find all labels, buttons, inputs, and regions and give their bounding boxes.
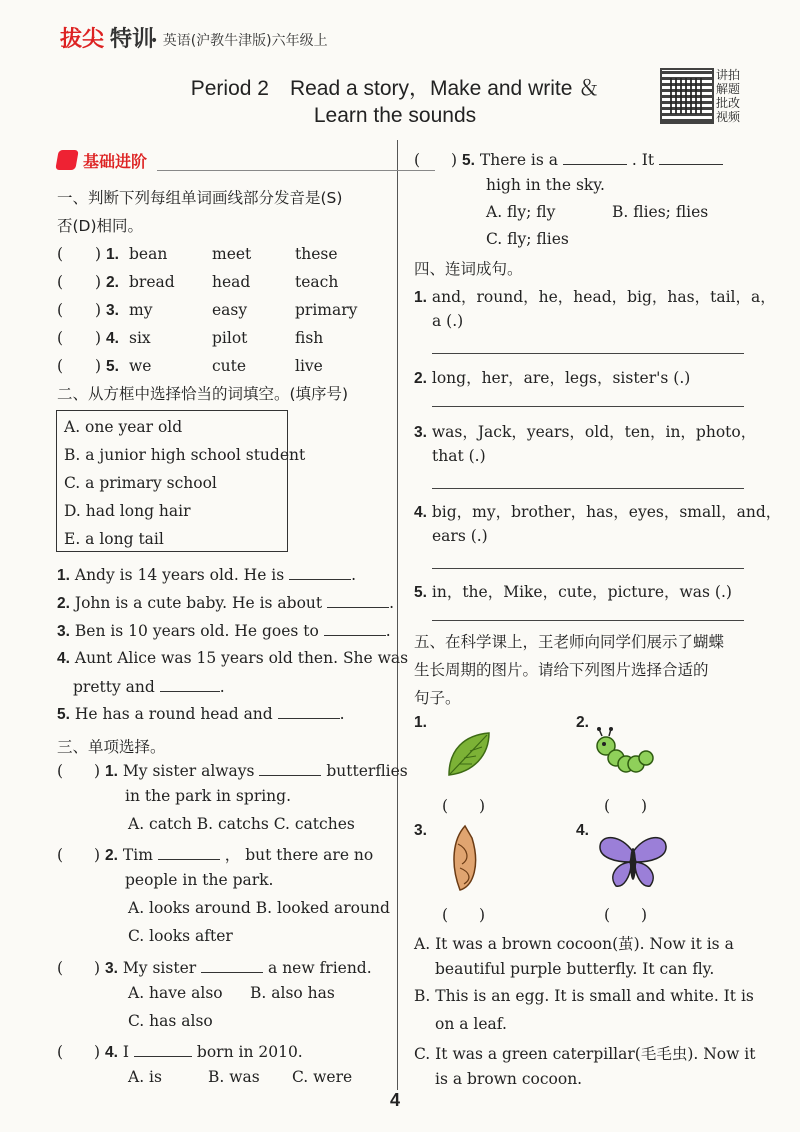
word-2: cute [212,357,247,375]
answer-paren[interactable]: ( ) [57,846,101,864]
part3-q3 [57,956,372,978]
pic4-answer-paren[interactable]: ( ) [604,906,648,924]
question-number: 4. [106,330,119,347]
q3-options-1b: B. also has [250,984,335,1002]
qr-code-icon[interactable] [660,68,714,124]
part1-cell [129,273,175,291]
question-text: He has a round head and [74,705,273,723]
question-end: . [389,594,394,612]
answer-paren[interactable]: ( ) [57,1043,101,1061]
sentence-line-1: This is an egg. It is small and white. It is [435,987,754,1005]
part2-question [57,704,345,724]
word-list: big，my，brother，has，eyes，small，and， [431,503,782,521]
page-title-line1: Period 2 Read a story，Make and write ＆ [190,77,600,100]
question-text: John is a cute baby. He is about [74,594,323,612]
word-2: head [212,273,251,291]
part3-q2 [57,843,373,865]
answer-paren[interactable]: ( [57,245,64,263]
sentence-option [414,987,754,1005]
blank[interactable] [289,565,351,580]
word-2: pilot [212,329,248,347]
part1-cell [212,273,250,291]
blank[interactable] [327,593,389,608]
part1-cell [295,273,338,291]
part2-question [57,565,356,585]
q2-text-c: people in the park. [125,871,274,889]
question-number: 2. [57,595,70,612]
part4-item [414,420,756,442]
word-3: fish [295,329,324,347]
pic-label-2: 2. [576,714,589,731]
question-text-2: pretty and [73,678,155,696]
q4-option-c: C. were [292,1068,353,1086]
part1-cell [129,245,167,263]
q2-options-2: C. looks after [128,927,233,945]
q5-text-b: . It [631,151,655,169]
question-end: . [351,566,357,584]
part1-cell [95,329,119,348]
answer-paren-close: ) [95,329,102,347]
q5-text-c: high in the sky. [486,176,605,194]
part4-item [414,500,781,522]
question-number: 5. [106,358,119,375]
q5-text-a: There is a [479,151,559,169]
blank[interactable] [160,677,220,692]
blank[interactable] [158,845,220,860]
option-item: B. a junior high school student [64,446,306,464]
part2-question [57,649,408,668]
option-letter: A. [414,935,431,953]
answer-paren[interactable]: ( [57,301,64,319]
pic-label-4: 4. [576,822,589,839]
part1-cell [295,301,357,319]
answer-paren[interactable]: ( ) [414,151,458,169]
question-end: . [385,622,391,640]
word-list: long，her，are，legs，sister's (.) [431,369,691,387]
section-badge-label: 基础进阶 [83,152,148,171]
q2-text-b: ， but there are no [224,846,374,864]
blank[interactable] [324,621,386,636]
answer-paren-close: ) [95,357,102,375]
page-number: 4 [390,1090,401,1110]
word-3: live [295,357,323,375]
question-number: 4. [105,1044,118,1061]
blank[interactable] [259,761,321,776]
q2-options-1: A. looks around B. looked around [128,899,390,917]
question-text: Aunt Alice was 15 years old then. She was [74,649,409,667]
part3-heading: 三、单项选择。 [57,738,166,756]
answer-paren[interactable]: ( [57,329,64,347]
answer-paren[interactable]: ( ) [57,762,101,780]
question-number: 3. [106,302,119,319]
question-number: 2. [414,370,427,387]
answer-line[interactable] [432,353,744,354]
question-number: 5. [57,706,70,723]
lightning-icon [55,150,79,170]
pic2-answer-paren[interactable]: ( ) [604,797,648,815]
word-3: these [295,245,338,263]
question-number: 1. [414,289,427,306]
answer-paren-close: ) [95,245,102,263]
column-divider [397,140,398,1090]
pic-label-1: 1. [414,714,427,731]
section-badge [57,148,377,174]
pic1-answer-paren[interactable]: ( ) [442,797,486,815]
option-letter: C. [414,1045,431,1063]
q2-text-a: Tim [122,846,153,864]
question-number: 1. [57,567,70,584]
answer-line[interactable] [432,568,744,569]
sentence-line-1: It was a green caterpillar(毛毛虫). Now it [435,1045,756,1063]
page-title-line2: Learn the sounds [313,104,477,127]
blank[interactable] [201,958,263,973]
answer-paren[interactable]: ( ) [57,959,101,977]
word-list-cont: a (.) [432,312,464,330]
part1-cell [212,301,247,319]
q4-option-b: B. was [208,1068,260,1086]
part1-cell [57,301,63,319]
part1-cell [129,301,152,319]
part5-heading-2: 生长周期的图片。请给下列图片选择合适的 [414,661,709,679]
option-item: C. a primary school [64,474,217,492]
question-end: . [219,678,225,696]
word-1: we [129,357,152,375]
part1-cell [212,357,246,375]
blank[interactable] [659,150,723,165]
q5-options-2: C. fly; flies [486,230,569,248]
part1-cell [95,357,119,376]
part1-cell [95,245,119,264]
question-number: 4. [414,504,427,521]
part4-item [414,580,732,602]
question-number: 3. [57,623,70,640]
part1-cell [129,329,151,347]
part1-cell [57,329,63,347]
question-number: 1. [106,246,119,263]
word-1: six [129,329,151,347]
q3-options-1a: A. have also [128,984,223,1002]
book-info: • 英语(沪教牛津版)六年级上 [150,33,328,49]
answer-line[interactable] [432,488,744,489]
answer-paren[interactable]: ( [57,273,64,291]
part1-cell [295,357,323,375]
q4-text-b: born in 2010. [196,1043,303,1061]
answer-line[interactable] [432,620,744,621]
blank[interactable] [563,150,627,165]
q5-options-1b: B. flies; flies [612,203,709,221]
part1-cell [57,357,63,375]
answer-line[interactable] [432,406,744,407]
part3-q1 [57,759,408,781]
answer-paren-close: ) [95,273,102,291]
sentence-line-2: beautiful purple butterfly. It can fly. [435,960,715,978]
brand-black: 特训 [110,27,155,52]
badge-underline [157,170,435,171]
word-list: in，the，Mike，cute，picture，was (.) [431,583,732,601]
q1-text-c: in the park in spring. [125,787,292,805]
part2-heading: 二、从方框中选择恰当的词填空。(填序号) [57,385,349,403]
part5-heading-3: 句子。 [414,689,461,707]
answer-paren[interactable]: ( [57,357,64,375]
word-3: primary [295,301,358,319]
part2-question [57,621,391,641]
part3-q5 [414,148,723,170]
option-item: D. had long hair [64,502,191,520]
word-2: easy [212,301,248,319]
part2-question [57,593,394,613]
word-list-cont: ears (.) [432,527,488,545]
sentence-line-1: It was a brown cocoon(茧). Now it is a [435,935,734,953]
brand-red: 拔尖 [60,27,105,52]
q4-option-a: A. is [128,1068,162,1086]
q1-text-a: My sister always [122,762,255,780]
pic3-answer-paren[interactable]: ( ) [442,906,486,924]
part1-cell [212,245,251,263]
question-number: 2. [105,847,118,864]
q1-text-b: butterflies [326,762,408,780]
word-list: and，round，he，head，big，has，tail，a， [431,288,776,306]
leaf-egg-icon [444,730,494,780]
option-item: E. a long tail [64,530,164,548]
sentence-line-2: is a brown cocoon. [435,1070,583,1088]
part4-item [414,285,776,307]
question-text: Ben is 10 years old. He goes to [74,622,319,640]
option-letter: B. [414,987,431,1005]
part1-cell [95,273,119,292]
blank[interactable] [134,1042,192,1057]
q3-text-b: a new friend. [268,959,372,977]
part4-item [414,366,690,388]
sentence-option [414,932,734,954]
answer-paren-close: ) [95,301,102,319]
sentence-option [414,1042,756,1064]
part1-cell [95,301,119,320]
question-number: 4. [57,650,70,667]
sentence-line-2: on a leaf. [435,1015,507,1033]
qr-caption: 讲拍解题批改视频 [716,68,741,124]
part2-question-cont [73,677,225,696]
word-1: bread [129,273,175,291]
word-1: my [129,301,153,319]
q5-options-1a: A. fly; fly [486,203,556,221]
question-number: 5. [462,152,475,169]
pic-label-3: 3. [414,822,427,839]
part1-heading-2: 否(D)相同。 [57,217,144,235]
q3-text-a: My sister [122,959,197,977]
part1-cell [212,329,247,347]
question-end: . [339,705,345,723]
part1-cell [295,329,323,347]
part4-heading: 四、连词成句。 [414,260,523,278]
word-2: meet [212,245,252,263]
question-number: 5. [414,584,427,601]
question-number: 3. [414,424,427,441]
part1-heading-1: 一、判断下列每组单词画线部分发音是(S) [57,189,343,207]
part5-heading-1: 五、在科学课上，王老师向同学们展示了蝴蝶 [414,633,725,651]
question-text: Andy is 14 years old. He is [74,566,285,584]
question-number: 2. [106,274,119,291]
cocoon-icon [448,824,482,894]
word-3: teach [295,273,339,291]
caterpillar-icon [596,726,656,784]
part1-cell [295,245,338,263]
q3-options-2: C. has also [128,1012,213,1030]
question-number: 3. [105,960,118,977]
blank[interactable] [278,704,340,719]
butterfly-icon [596,832,670,892]
q1-options: A. catch B. catchs C. catches [128,815,355,833]
part1-cell [129,357,151,375]
word-list: was，Jack，years，old，ten，in，photo， [431,423,757,441]
part3-q4 [57,1040,303,1062]
option-item: A. one year old [64,418,183,436]
question-number: 1. [105,763,118,780]
part1-cell [57,273,63,291]
word-1: bean [129,245,168,263]
q4-text-a: I [122,1043,130,1061]
word-list-cont: that (.) [432,447,486,465]
part1-cell [57,245,63,263]
